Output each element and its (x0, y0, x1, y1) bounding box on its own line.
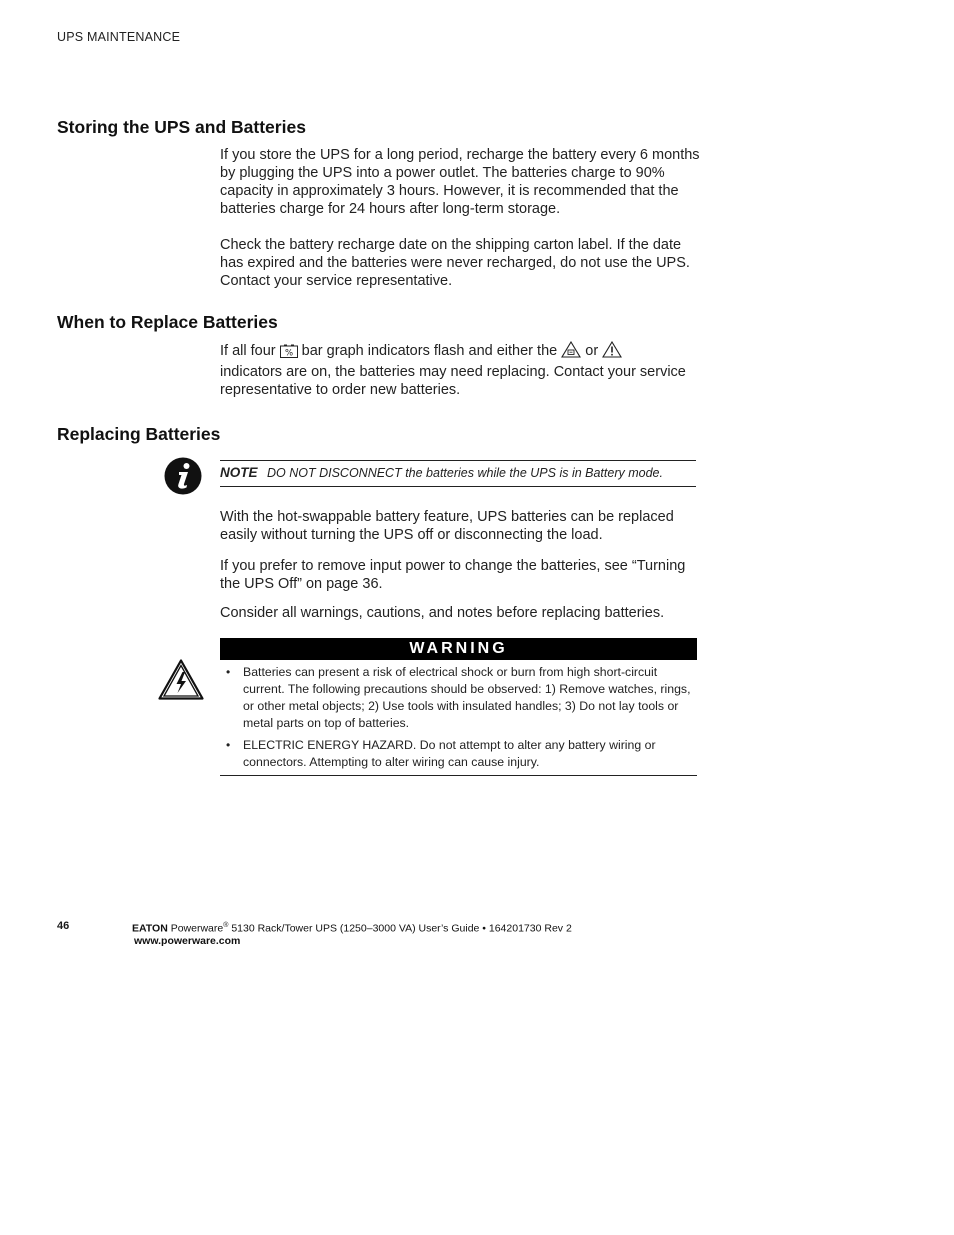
paragraph: If you prefer to remove input power to change the batteries, see “Turning the UPS Off” on page 36. (220, 558, 686, 592)
footer-product: Powerware (170, 922, 224, 935)
paragraph: Check the battery recharge date on the shipping carton label. If the date has expired and the batteries were never recharged, do not use the UPS. Contact your service representative. (220, 237, 690, 289)
replacing-body (220, 508, 700, 633)
text-fragment: indicators are on, the batteries may need replacing. Contact your service representative to order new batteries. (220, 364, 686, 398)
footer-title: 5130 Rack/Tower UPS (1250–3000 VA) User’s Guide • 164201730 Rev 2 (228, 922, 572, 935)
electrical-hazard-icon (158, 659, 204, 705)
section-heading-replacing: Replacing Batteries (57, 424, 221, 444)
battery-percent-label: % (284, 348, 293, 358)
info-icon (164, 457, 202, 500)
note-content: DO NOT DISCONNECT the batteries while the UPS is in Battery mode. (267, 466, 663, 480)
section-heading-storing: Storing the UPS and Batteries (57, 117, 306, 137)
section-heading-when-replace: When to Replace Batteries (57, 312, 278, 332)
note-box (220, 460, 696, 487)
paragraph (220, 341, 702, 399)
note-text (220, 465, 663, 480)
text-fragment: or (585, 343, 599, 359)
footer-url: www.powerware.com (134, 934, 241, 947)
footer-registered: ® (223, 922, 229, 929)
when-replace-body (220, 341, 702, 399)
alarm-warning-icon (602, 341, 622, 363)
warning-list (220, 664, 697, 776)
note-label: NOTE (220, 465, 258, 480)
paragraph: If you store the UPS for a long period, recharge the battery every 6 months by plugging the UPS into a power outlet. The batteries charge to 90% capacity in approximately 3 hours. However, it is recommended that the batteries charge for 24 hours after long-term storage. (220, 147, 700, 217)
paragraph: Consider all warnings, cautions, and notes before replacing batteries. (220, 605, 665, 621)
footer-text (132, 920, 572, 947)
paragraph: With the hot-swappable battery feature, UPS batteries can be replaced easily without turning the UPS off or disconnecting the load. (220, 509, 674, 543)
battery-bar-icon (280, 344, 298, 363)
warning-item: • Batteries can present a risk of electrical shock or burn from high short-circuit current. The following precautions should be observed: 1) Remove watches, rings, or other metal objects; 2) Use tools with insulated handles; 3) Do not lay tools or metal parts on top of batteries. (220, 664, 697, 732)
text-fragment: bar graph indicators flash and either the (301, 343, 558, 359)
battery-warning-icon (561, 341, 581, 363)
text-fragment: If all four (220, 343, 276, 359)
warning-item: • ELECTRIC ENERGY HAZARD. Do not attempt to alter any battery wiring or connectors. Attempting to alter wiring can cause injury. (220, 737, 697, 771)
running-head: UPS MAINTENANCE (57, 30, 181, 44)
warning-title-bar: WARNING (220, 638, 697, 660)
storing-body (220, 146, 700, 301)
page-number: 46 (57, 920, 70, 932)
warning-bottom-rule (220, 775, 697, 776)
footer-brand: EATON (132, 922, 168, 935)
